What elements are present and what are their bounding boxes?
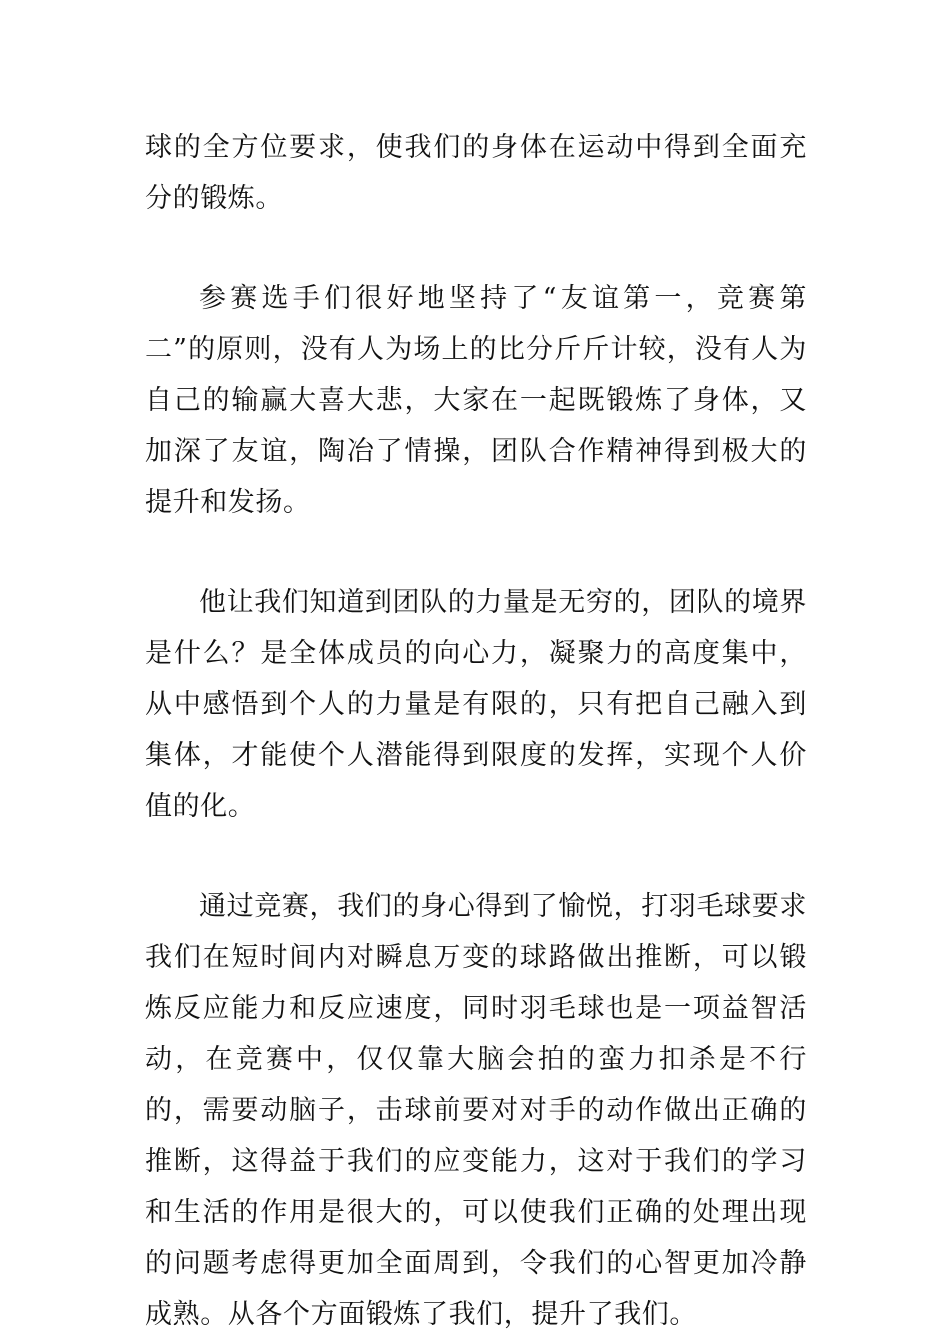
paragraph-gap xyxy=(145,832,807,881)
paragraph-continuation: 球的全方位要求，使我们的身体在运动中得到全面充分的锻炼。 xyxy=(145,132,807,214)
paragraph-gap xyxy=(145,224,807,273)
paragraph-team-power: 他让我们知道到团队的力量是无穷的，团队的境界是什么？是全体成员的向心力，凝聚力的高度集中，从中感悟到个人的力量是有限的，只有把自己融入到集体，才能使个人潜能得到限度的发挥，实现个人价值的化。 xyxy=(145,587,807,822)
paragraph-gap xyxy=(145,528,807,577)
document-body xyxy=(145,122,807,1340)
paragraph-competition-benefits: 通过竞赛，我们的身心得到了愉悦，打羽毛球要求我们在短时间内对瞬息万变的球路做出推断，可以锻炼反应能力和反应速度，同时羽毛球也是一项益智活动，在竞赛中，仅仅靠大脑会拍的蛮力扣杀是不行的，需要动脑子，击球前要对对手的动作做出正确的推断，这得益于我们的应变能力，这对于我们的学习和生活的作用是很大的，可以使我们正确的处理出现的问题考虑得更加全面周到，令我们的心智更加冷静成熟。从各个方面锻炼了我们，提升了我们。 xyxy=(145,891,807,1330)
paragraph-friendship: 参赛选手们很好地坚持了“友谊第一，竞赛第二”的原则，没有人为场上的比分斤斤计较，没有人为自己的输赢大喜大悲，大家在一起既锻炼了身体，又加深了友谊，陶冶了情操，团队合作精神得到极大的提升和发扬。 xyxy=(145,283,807,518)
